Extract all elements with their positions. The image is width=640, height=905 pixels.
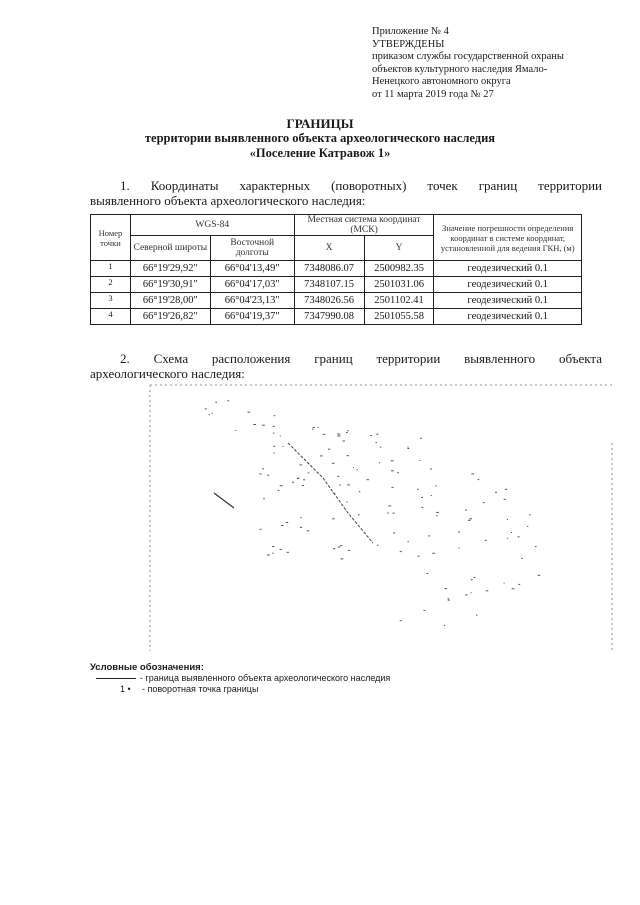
map-speck [444,625,445,626]
section-1-first-line: 1. Координаты характерных (поворотных) точек границ территории [120,178,602,193]
map-speck [259,473,261,474]
map-speck [280,435,281,436]
map-speck [448,600,450,601]
table-row [91,309,582,325]
map-speck [391,460,394,461]
turning-point-symbol: 1 • [120,684,131,694]
map-speck [272,553,274,554]
map-speck [379,462,380,463]
map-speck [505,489,507,490]
map-speck [458,532,460,533]
map-speck [521,558,523,559]
map-label-mark [214,493,234,508]
map-speck [262,468,264,469]
map-speck [318,427,319,428]
legend-item-point [90,684,259,695]
map-speck [337,476,339,477]
header-latitude: Северной широты [130,236,210,261]
header-x: X [294,236,364,261]
map-speck [367,479,370,480]
map-speck [436,515,437,516]
map-speck [337,434,340,435]
map-speck [527,526,528,527]
map-speck [388,505,391,506]
cell-number: 4 [91,309,131,325]
map-speck [504,583,505,584]
map-speck [478,479,480,480]
cell-error: геодезический 0.1 [434,277,582,293]
header-wgs84: WGS-84 [130,215,294,236]
section-2-rest: археологического наследия: [90,366,245,381]
cell-number: 1 [91,261,131,277]
map-speck [359,491,360,492]
map-speck [347,455,349,456]
cell-x: 7348026.56 [294,293,364,309]
map-speck [292,482,294,483]
map-speck [274,415,276,416]
map-speck [263,498,265,499]
cell-x: 7348107.15 [294,277,364,293]
section-1-rest: выявленного объекта археологического наследия: [90,193,366,208]
map-speck [353,467,354,468]
map-speck [483,502,485,503]
boundary-line-symbol [96,678,136,679]
map-speck [215,402,217,403]
map-speck [512,588,515,589]
cell-longitude: 66°04'13,49" [210,261,294,277]
map-speck [507,519,508,520]
map-speck [424,610,426,611]
map-speck [287,552,289,553]
map-scatter-dots [205,400,540,626]
object-name: «Поселение Катравож 1» [249,146,391,160]
map-speck [340,545,342,546]
map-speck [471,592,472,593]
cell-error: геодезический 0.1 [434,309,582,325]
map-speck [376,434,378,435]
map-speck [278,490,280,491]
map-speck [312,429,313,430]
coordinates-table [90,214,582,325]
cell-x: 7348086.07 [294,261,364,277]
cell-y: 2501102.41 [364,293,434,309]
map-speck [286,522,288,523]
approval-text: объектов культурного наследия Ямало- [372,63,548,75]
map-speck [281,525,284,526]
cell-error: геодезический 0.1 [434,293,582,309]
appendix-number: Приложение № 4 [372,26,449,37]
map-speck [436,512,439,513]
boundary-scheme-map [148,383,614,653]
section-1-text [90,178,602,208]
approval-block [372,26,622,101]
cell-y: 2500982.35 [364,261,434,277]
map-speck [393,533,395,534]
map-speck [408,447,409,448]
legend-item-boundary [90,673,391,684]
map-speck [380,447,381,448]
cell-x: 7347990.08 [294,309,364,325]
map-speck [418,556,420,557]
map-speck [333,548,335,549]
cell-latitude: 66°19'30,91" [130,277,210,293]
header-y: Y [364,236,434,261]
map-speck [448,598,449,599]
map-speck [248,412,251,413]
section-2-text [90,351,602,381]
map-speck [428,535,430,536]
map-speck [338,547,340,548]
table-row [91,277,582,293]
map-speck [507,538,508,539]
cell-longitude: 66°04'23,13" [210,293,294,309]
map-speck [273,446,275,447]
map-speck [346,432,348,433]
cell-number: 2 [91,277,131,293]
map-speck [298,478,299,479]
map-speck [377,545,379,546]
map-speck [274,453,275,454]
map-speck [348,550,350,551]
map-speck [417,489,419,490]
map-speck [471,473,474,474]
map-speck [445,588,448,589]
map-speck [504,499,506,500]
document-title: ГРАНИЦЫ [286,116,354,131]
map-speck [421,497,423,498]
map-speck [302,485,304,486]
legend-title: Условные обозначения: [90,662,204,673]
map-speck [431,495,432,496]
map-speck [430,469,432,470]
map-speck [212,413,213,414]
map-speck [370,435,372,436]
cell-y: 2501055.58 [364,309,434,325]
cell-y: 2501031.06 [364,277,434,293]
cell-latitude: 66°19'26,82" [130,309,210,325]
legend [90,662,391,695]
map-speck [328,449,330,450]
cell-longitude: 66°04'19,37" [210,309,294,325]
map-speck [486,590,489,591]
map-speck [511,532,512,533]
map-speck [235,430,236,431]
map-speck [273,426,275,427]
cell-latitude: 66°19'29,92" [130,261,210,277]
map-speck [358,514,360,515]
map-speck [323,434,326,435]
map-speck [465,594,468,595]
map-speck [419,460,420,461]
table-row [91,293,582,309]
map-speck [420,438,422,439]
map-speck [400,551,402,552]
map-speck [357,469,358,470]
header-longitude: Восточной долготы [210,236,294,261]
cell-longitude: 66°04'17,03" [210,277,294,293]
map-speck [485,540,487,541]
map-speck [397,472,399,473]
table-row [91,261,582,277]
map-speck [227,400,229,401]
map-speck [400,620,402,621]
map-speck [476,615,477,616]
legend-boundary-text: - граница выявленного объекта археологического наследия [140,673,391,683]
map-speck [300,464,303,465]
map-speck [495,492,497,493]
map-speck [332,463,335,464]
map-speck [426,573,428,574]
map-speck [432,553,435,554]
map-speck [320,455,323,456]
approval-text: Ненецкого автономного округа [372,76,511,87]
map-speck [283,446,284,447]
map-speck [313,427,315,428]
map-speck [303,479,305,480]
map-speck [408,541,409,542]
map-speck [300,517,301,518]
map-speck [421,507,423,508]
map-speck [342,441,345,442]
header-error: Значение погрешности определения координат в системе координат, установленной для ведения ГКН, (м) [434,215,582,261]
map-speck [393,513,395,514]
map-speck [300,527,302,528]
map-speck [529,514,531,515]
map-speck [209,414,210,415]
cell-number: 3 [91,293,131,309]
map-speck [468,520,471,521]
map-speck [333,493,335,494]
map-speck [535,546,537,547]
map-speck [518,584,520,585]
map-speck [262,425,265,426]
map-speck [307,530,310,531]
approval-text: приказом службы государственной охраны [372,51,564,62]
cell-latitude: 66°19'28,00" [130,293,210,309]
map-speck [391,470,394,471]
map-speck [267,555,270,556]
map-speck [474,577,476,578]
map-speck [458,547,459,548]
document-subtitle: территории выявленного объекта археологического наследия [144,131,496,145]
map-speck [308,472,310,473]
map-speck [347,484,350,485]
approved-label: УТВЕРЖДЕНЫ [372,38,445,50]
map-speck [347,430,349,431]
map-speck [538,575,541,576]
map-speck [341,558,344,559]
map-speck [273,433,274,434]
map-speck [205,408,207,409]
map-speck [337,436,340,437]
map-speck [376,442,377,443]
map-speck [435,485,437,486]
header-msk: Местная система координат (МСК) [294,215,434,236]
approval-date: от 11 марта 2019 года № 27 [372,88,494,100]
map-speck [339,485,341,486]
map-speck [392,487,394,488]
section-2-first-line: 2. Схема расположения границ территории выявленного объекта [120,351,602,366]
map-speck [518,536,520,537]
map-speck [332,518,334,519]
map-speck [387,513,389,514]
map-speck [346,502,347,503]
map-speck [471,579,473,580]
map-speck [253,424,256,425]
map-speck [267,475,269,476]
map-speck [280,549,282,550]
map-speck [465,510,467,511]
map-speck [260,529,262,530]
map-speck [407,448,409,449]
cell-error: геодезический 0.1 [434,261,582,277]
map-speck [280,485,283,486]
header-point-number: Номер точки [91,215,131,261]
map-speck [469,518,472,519]
map-speck [272,546,274,547]
map-frame [150,385,612,651]
legend-point-text: - поворотная точка границы [142,684,259,694]
